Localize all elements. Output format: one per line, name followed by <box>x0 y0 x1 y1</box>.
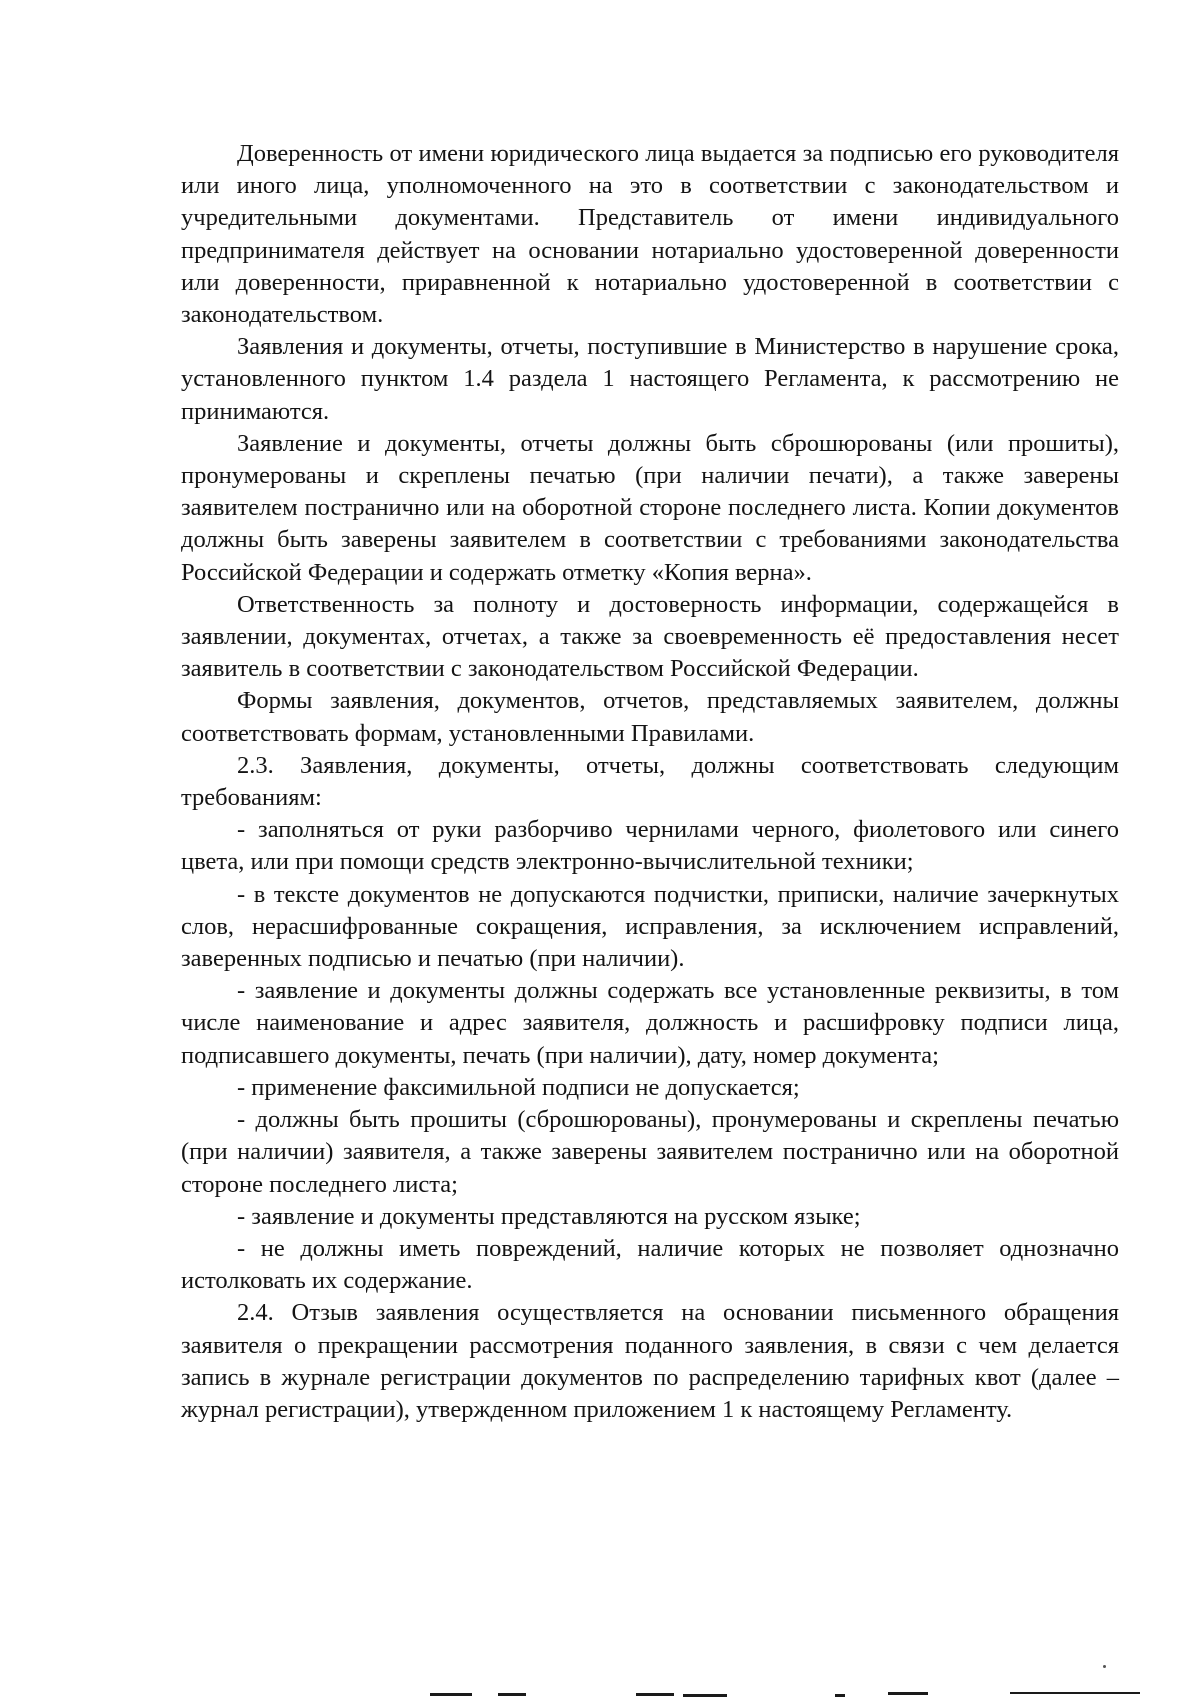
paragraph-power-of-attorney: Доверенность от имени юридического лица выдается за подписью его руководителя или иного лица, уполномоченного на это в соответствии с законодательством и учредительными документами. Представитель от имени индивидуального предпринимателя действует на основании нотариально удостоверенной доверенности или доверенности, приравненной к нотариально удостоверенной в соответствии с законодательством. <box>181 140 1119 329</box>
paragraph-binding-requirements: Заявление и документы, отчеты должны быть сброшюрованы (или прошиты), пронумерованы и скреплены печатью (при наличии печати), а также заверены заявителем постранично или на оборотной стороне последнего листа. Копии документов должны быть заверены заявителем в соответствии с требованиями законодательства Российской Федерации и содержать отметку «Копия верна». <box>181 429 1119 586</box>
scan-mark <box>683 1694 727 1697</box>
document-body <box>181 138 1119 1426</box>
scan-mark <box>888 1692 928 1695</box>
paragraph-section-2-4: 2.4. Отзыв заявления осуществляется на основании письменного обращения заявителя о прекращении рассмотрения поданного заявления, в связи с чем делается запись в журнале регистрации документов по распределению тарифных квот (далее – журнал регистрации), утвержденном приложением 1 к настоящему Регламенту. <box>181 1299 1119 1423</box>
scan-mark <box>1010 1692 1140 1694</box>
scan-mark <box>835 1694 845 1697</box>
list-item-no-damage: - не должны иметь повреждений, наличие которых не позволяет однозначно истолковать их содержание. <box>181 1234 1119 1295</box>
paragraph-forms: Формы заявления, документов, отчетов, представляемых заявителем, должны соответствовать формам, установленными Правилами. <box>181 687 1119 747</box>
paragraph-section-2-3: 2.3. Заявления, документы, отчеты, должны соответствовать следующим требованиям: <box>181 751 1119 812</box>
scan-mark <box>498 1693 526 1696</box>
scan-speck <box>1103 1665 1106 1668</box>
scan-mark <box>636 1693 674 1696</box>
paragraph-deadline-violation: Заявления и документы, отчеты, поступившие в Министерство в нарушение срока, установленного пунктом 1.4 раздела 1 настоящего Регламента, к рассмотрению не принимаются. <box>181 333 1119 425</box>
scan-mark <box>430 1693 472 1696</box>
list-item-requisites: - заявление и документы должны содержать все установленные реквизиты, в том числе наименование и адрес заявителя, должность и расшифровку подписи лица, подписавшего документы, печать (при наличии), дату, номер документа; <box>181 977 1119 1069</box>
list-item-handwriting: - заполняться от руки разборчиво чернилами черного, фиолетового или синего цвета, или при помощи средств электронно-вычислительной техники; <box>181 816 1119 876</box>
list-item-no-corrections: - в тексте документов не допускаются подчистки, приписки, наличие зачеркнутых слов, нерасшифрованные сокращения, исправления, за исключением исправлений, заверенных подписью и печатью (при наличии). <box>181 880 1119 973</box>
list-item-stitched: - должны быть прошиты (сброшюрованы), пронумерованы и скреплены печатью (при наличии) заявителя, а также заверены заявителем постранично или на оборотной стороне последнего листа; <box>181 1106 1119 1198</box>
scan-edge-marks <box>0 1680 1200 1700</box>
list-item-no-facsimile: - применение факсимильной подписи не допускается; <box>237 1073 800 1101</box>
paragraph-responsibility: Ответственность за полноту и достоверность информации, содержащейся в заявлении, документах, отчетах, а также за своевременность её предоставления несет заявитель в соответствии с законодательством Российской Федерации. <box>181 590 1119 683</box>
list-item-russian-language: - заявление и документы представляются на русском языке; <box>237 1202 861 1230</box>
